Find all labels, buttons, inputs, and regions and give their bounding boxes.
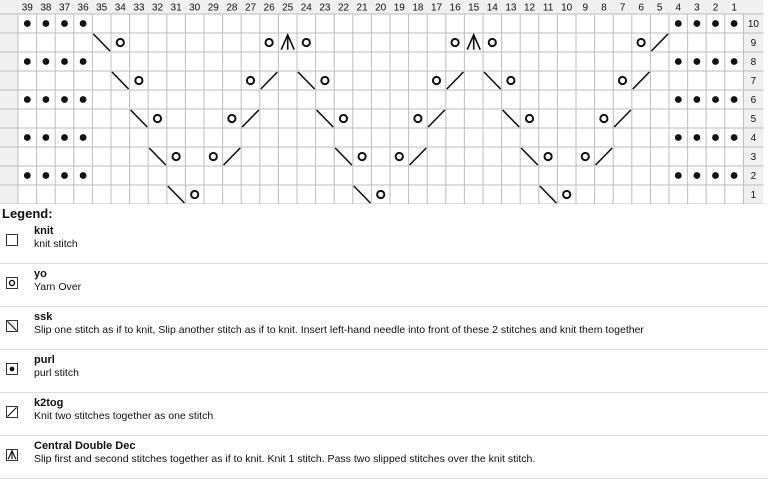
column-number: 18 <box>412 2 424 14</box>
legend-entry <box>0 436 768 479</box>
legend-description: Slip first and second stitches together as if to knit. Knit 1 stitch. Pass two slipped stitches over the knit stitch. <box>34 453 536 465</box>
stitch-purl <box>731 96 738 103</box>
legend-name: Central Double Dec <box>34 440 136 452</box>
column-number: 20 <box>375 2 387 14</box>
column-number: 17 <box>430 2 443 14</box>
stitch-k2tog <box>261 72 278 89</box>
legend-entry <box>0 307 768 350</box>
stitch-yo <box>600 115 607 122</box>
legend-description: Yarn Over <box>34 281 82 293</box>
column-number: 23 <box>319 2 331 14</box>
knitting-chart <box>0 0 768 204</box>
column-number: 5 <box>656 2 663 14</box>
legend-title: Legend: <box>2 206 53 221</box>
column-number: 22 <box>337 2 350 14</box>
legend-swatch-knit <box>6 234 18 246</box>
column-number: 11 <box>542 2 554 14</box>
stitch-purl <box>675 58 682 65</box>
stitch-yo <box>321 77 328 84</box>
stitch-yo <box>433 77 440 84</box>
column-number: 7 <box>619 2 626 14</box>
stitch-k2tog <box>242 110 259 127</box>
column-number: 10 <box>561 2 573 14</box>
stitch-yo <box>396 153 403 160</box>
stitch-ssk <box>335 148 352 165</box>
row-number: 7 <box>750 76 757 87</box>
stitch-cdd <box>281 35 294 50</box>
stitch-ssk <box>540 186 557 203</box>
column-number: 35 <box>96 2 108 14</box>
legend <box>0 221 768 479</box>
stitch-purl <box>61 96 68 103</box>
stitch-yo <box>414 115 421 122</box>
stitch-yo <box>507 77 514 84</box>
stitch-purl <box>80 58 87 65</box>
stitch-ssk <box>298 72 315 89</box>
stitch-yo <box>359 153 366 160</box>
stitch-yo <box>117 39 124 46</box>
column-number: 31 <box>170 2 182 14</box>
stitch-purl <box>731 134 738 141</box>
stitch-purl <box>24 172 31 179</box>
column-number: 38 <box>40 2 52 14</box>
column-number: 3 <box>694 2 700 14</box>
stitch-cdd <box>467 35 480 50</box>
row-number: 6 <box>750 95 757 106</box>
column-number: 25 <box>282 2 294 14</box>
legend-entry <box>0 221 768 264</box>
stitch-k2tog <box>447 72 464 89</box>
stitch-purl <box>675 20 682 27</box>
legend-swatch-cdd <box>6 449 18 461</box>
stitch-yo <box>228 115 235 122</box>
stitch-ssk <box>149 148 166 165</box>
column-number: 37 <box>58 2 71 14</box>
stitch-yo <box>563 191 570 198</box>
stitch-purl <box>712 20 719 27</box>
column-number: 32 <box>151 2 164 14</box>
legend-name: knit <box>34 225 54 237</box>
stitch-yo <box>173 153 180 160</box>
column-number: 24 <box>300 2 312 14</box>
legend-name: yo <box>34 268 47 280</box>
stitch-purl <box>80 172 87 179</box>
row-number: 9 <box>750 38 757 49</box>
column-number: 33 <box>133 2 145 14</box>
row-number: 4 <box>750 133 757 144</box>
column-number: 2 <box>712 2 719 14</box>
stitch-purl <box>61 172 68 179</box>
stitch-k2tog <box>224 148 241 165</box>
stitch-ssk <box>521 148 538 165</box>
legend-entry <box>0 393 768 436</box>
stitch-yo <box>135 77 142 84</box>
stitch-yo <box>489 39 496 46</box>
column-number: 27 <box>244 2 257 14</box>
stitch-purl <box>80 20 87 27</box>
stitch-purl <box>731 172 738 179</box>
stitch-yo <box>247 77 254 84</box>
stitch-k2tog <box>633 72 650 89</box>
stitch-yo <box>452 39 459 46</box>
stitch-ssk <box>503 110 520 127</box>
legend-description: purl stitch <box>34 367 79 379</box>
legend-swatch-k2tog <box>6 406 18 418</box>
column-number: 28 <box>226 2 238 14</box>
stitch-purl <box>694 172 701 179</box>
column-number: 29 <box>207 2 219 14</box>
stitch-purl <box>694 20 701 27</box>
stitch-yo <box>526 115 533 122</box>
row-number: 10 <box>747 19 759 30</box>
stitch-purl <box>712 172 719 179</box>
column-number: 39 <box>21 2 33 14</box>
stitch-yo <box>638 39 645 46</box>
stitch-ssk <box>354 186 371 203</box>
stitch-ssk <box>131 110 148 127</box>
stitch-purl <box>712 96 719 103</box>
legend-swatch-yo <box>6 277 18 289</box>
stitch-purl <box>61 134 68 141</box>
stitch-k2tog <box>596 148 613 165</box>
legend-swatch-purl <box>6 363 18 375</box>
stitch-purl <box>24 134 31 141</box>
stitch-purl <box>43 172 50 179</box>
column-number: 16 <box>449 2 461 14</box>
stitch-purl <box>24 96 31 103</box>
stitch-yo <box>582 153 589 160</box>
stitch-yo <box>545 153 552 160</box>
stitch-purl <box>43 58 50 65</box>
legend-swatch-ssk <box>6 320 18 332</box>
legend-description: knit stitch <box>34 238 78 250</box>
stitch-purl <box>712 58 719 65</box>
stitch-purl <box>61 58 68 65</box>
stitch-purl <box>24 58 31 65</box>
column-number: 4 <box>675 2 682 14</box>
column-number: 34 <box>114 2 126 14</box>
column-number: 6 <box>638 2 644 14</box>
stitch-purl <box>43 134 50 141</box>
column-number: 14 <box>486 2 498 14</box>
stitch-k2tog <box>614 110 631 127</box>
stitch-purl <box>675 134 682 141</box>
stitch-purl <box>694 96 701 103</box>
stitch-k2tog <box>428 110 445 127</box>
stitch-yo <box>210 153 217 160</box>
column-number: 15 <box>468 2 480 14</box>
column-number: 30 <box>189 2 201 14</box>
legend-name: k2tog <box>34 397 64 409</box>
row-number: 2 <box>750 171 757 182</box>
legend-description: Slip one stitch as if to knit, Slip another stitch as if to knit. Insert left-hand needle into front of these 2 stitches and knit them together <box>34 324 644 336</box>
stitch-purl <box>43 20 50 27</box>
stitch-yo <box>303 39 310 46</box>
stitch-yo <box>191 191 198 198</box>
stitch-ssk <box>317 110 334 127</box>
stitch-purl <box>694 134 701 141</box>
legend-name: ssk <box>34 311 53 323</box>
stitch-k2tog <box>651 34 668 51</box>
column-number: 8 <box>601 2 607 14</box>
column-number: 21 <box>356 2 368 14</box>
stitch-ssk <box>168 186 185 203</box>
stitch-ssk <box>484 72 501 89</box>
stitch-purl <box>675 172 682 179</box>
row-number: 3 <box>750 152 757 163</box>
legend-entry <box>0 264 768 307</box>
row-number: 1 <box>750 190 757 201</box>
column-number: 13 <box>505 2 517 14</box>
column-number: 19 <box>393 2 405 14</box>
stitch-k2tog <box>410 148 427 165</box>
row-number: 5 <box>750 114 757 125</box>
legend-entry <box>0 350 768 393</box>
stitch-yo <box>266 39 273 46</box>
stitch-yo <box>377 191 384 198</box>
stitch-purl <box>61 20 68 27</box>
stitch-purl <box>694 58 701 65</box>
stitch-yo <box>619 77 626 84</box>
column-number: 1 <box>731 2 737 14</box>
column-number: 26 <box>263 2 275 14</box>
stitch-purl <box>731 58 738 65</box>
stitch-purl <box>731 20 738 27</box>
stitch-ssk <box>93 34 110 51</box>
stitch-purl <box>24 20 31 27</box>
stitch-purl <box>80 96 87 103</box>
stitch-purl <box>675 96 682 103</box>
stitch-yo <box>154 115 161 122</box>
column-number: 12 <box>523 2 536 14</box>
legend-name: purl <box>34 354 55 366</box>
column-number: 36 <box>77 2 89 14</box>
stitch-purl <box>80 134 87 141</box>
stitch-purl <box>712 134 719 141</box>
stitch-ssk <box>112 72 129 89</box>
column-number: 9 <box>582 2 589 14</box>
legend-description: Knit two stitches together as one stitch <box>34 410 214 422</box>
stitch-yo <box>340 115 347 122</box>
row-number: 8 <box>750 57 757 68</box>
stitch-purl <box>43 96 50 103</box>
